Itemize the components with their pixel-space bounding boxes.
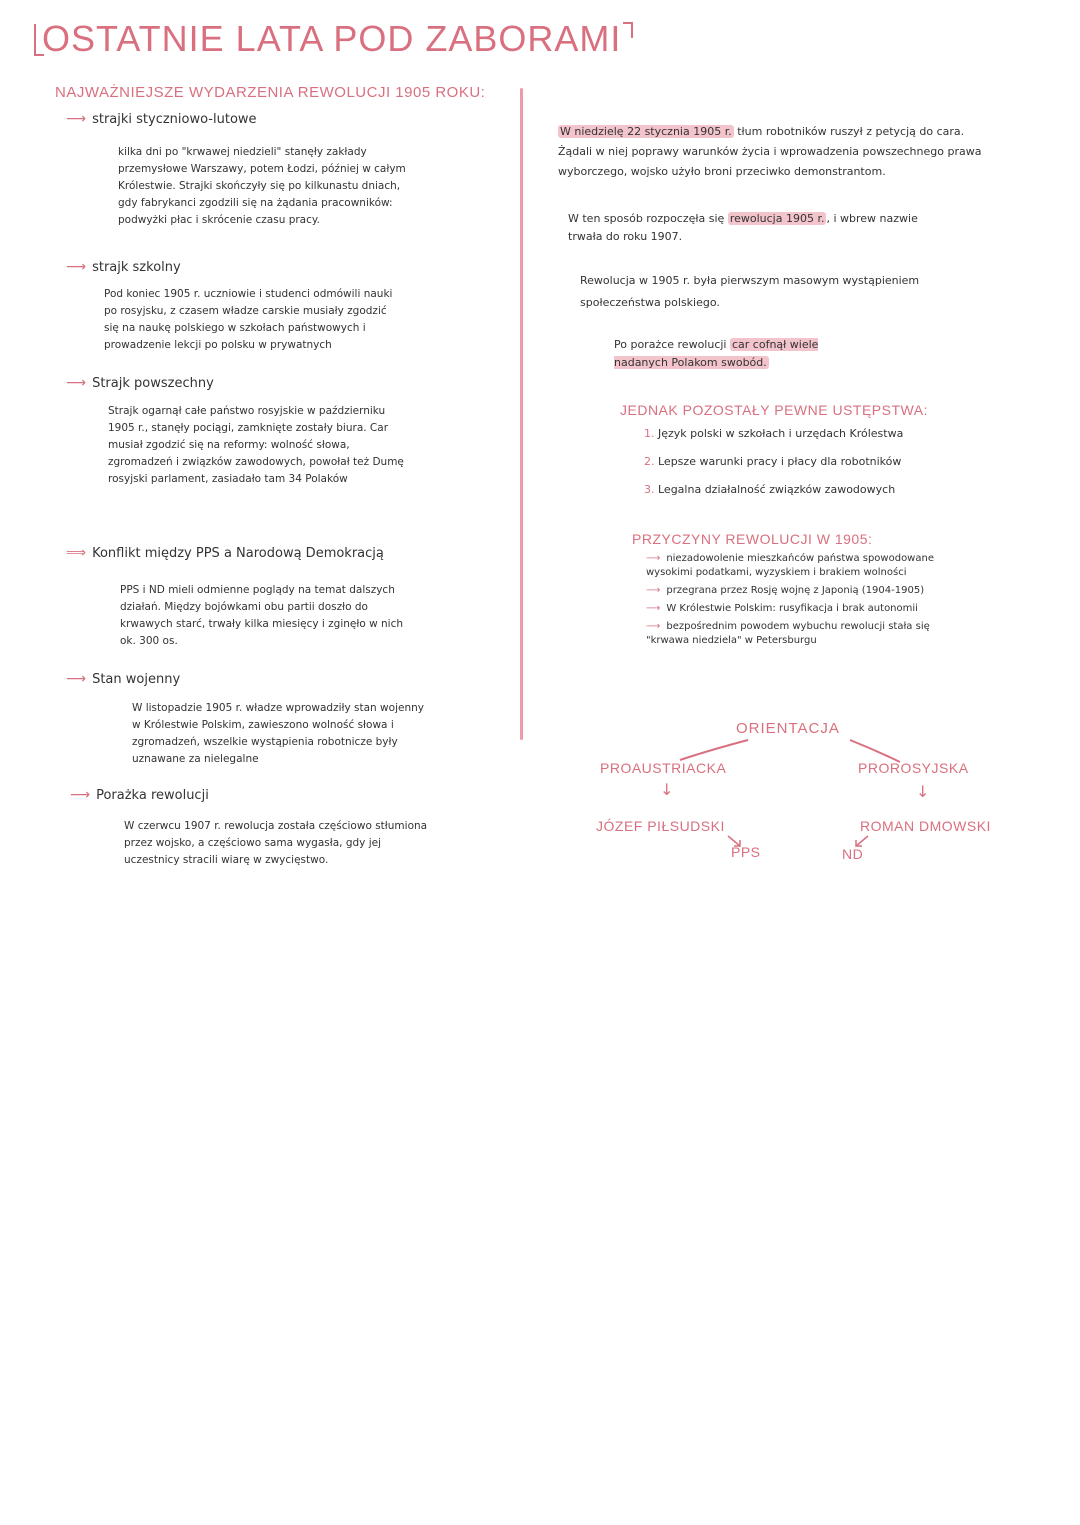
section-text-pps-nd-conflict: PPS i ND mieli odmienne poglądy na temat dalszych działań. Między bojówkami obu partii doszło do krwawych starć, trwały kilka miesięcy i zginęło w nich ok. 300 os. <box>120 584 404 647</box>
tsar-withdrew-before: Po porażce rewolucji <box>614 338 730 351</box>
arrow-down-icon: ↓ <box>660 780 674 799</box>
arrow-icon: ⟶ <box>646 585 661 596</box>
concession-text: Legalna działalność związków zawodowych <box>658 483 896 496</box>
section-label-general-strike <box>66 375 214 391</box>
causes-list <box>646 552 976 648</box>
concession-text: Lepsze warunki pracy i płacy dla robotników <box>658 455 902 468</box>
section-label-text: Konflikt między PPS a Narodową Demokracją <box>92 546 384 561</box>
arrow-down-icon: ↓ <box>916 782 930 801</box>
orientation-heading: ORIENTACJA <box>736 720 840 737</box>
section-label-text: Porażka rewolucji <box>96 788 209 803</box>
section-text-martial-law: W listopadzie 1905 r. władze wprowadziły stan wojenny w Królestwie Polskim, zawieszono wolność słowa i zgromadzeń, wszelkie wystąpienia robotnicze były uznawane za nielegalne <box>132 702 424 765</box>
section-text-general-strike: Strajk ogarnął całe państwo rosyjskie w październiku 1905 r., stanęły pociągi, zamknięte zostały biura. Car musiał zgodzić się na reformy: wolność słowa, zgromadzeń i związków zawodowych, powołał też Dumę rosyjski parlament, zasiadało tam 34 Polaków <box>108 405 404 485</box>
branch-line-right <box>850 740 900 762</box>
cause-text: przegrana przez Rosję wojnę z Japonią (1904-1905) <box>666 585 925 596</box>
cause-item <box>646 620 976 648</box>
concession-item <box>644 453 964 471</box>
section-label-school-strike <box>66 259 181 275</box>
tsar-withdrew-paragraph <box>614 336 874 372</box>
cause-item <box>646 552 976 580</box>
mass-movement-paragraph: Rewolucja w 1905 r. była pierwszym masowym wystąpieniem społeczeństwa polskiego. <box>580 274 920 309</box>
nd-label: ND <box>842 846 864 862</box>
pilsudski-label: JÓZEF PIŁSUDSKI <box>596 818 725 834</box>
causes-heading: PRZYCZYNY REWOLUCJI W 1905: <box>632 531 873 547</box>
section-label-text: strajk szkolny <box>92 260 181 275</box>
title-text: OSTATNIE LATA POD ZABORAMI <box>42 18 622 59</box>
arrow-icon: ⟶ <box>646 603 661 614</box>
arrow-icon: ⟶ <box>70 787 91 803</box>
bloody-sunday-rest: tłum robotników ruszył z petycją do cara. Żądali w niej poprawy warunków życia i wprowadzenia powszechnego prawa wyborczego, wojsko użyło broni przeciwko demonstrantom. <box>558 125 982 178</box>
bloody-sunday-highlight: W niedzielę 22 stycznia 1905 r. <box>560 125 732 138</box>
pro-austrian-label: PROAUSTRIACKA <box>600 760 727 776</box>
concession-number: 2. <box>644 455 655 468</box>
revolution-start-paragraph <box>568 210 948 246</box>
cause-item <box>646 584 976 598</box>
concession-number: 1. <box>644 427 655 440</box>
concession-item <box>644 425 964 443</box>
arrow-icon: ⟶ <box>66 259 87 275</box>
section-label-strikes-jan-feb <box>66 111 257 127</box>
concession-text: Język polski w szkołach i urzędach Królestwa <box>658 427 904 440</box>
arrow-icon: ⟶ <box>646 553 661 564</box>
section-text-strikes-jan-feb: kilka dni po "krwawej niedzieli" stanęły zakłady przemysłowe Warszawy, potem Łodzi, później w całym Królestwie. Strajki skończyły się po kilkunastu dniach, gdy fabrykanci zgodzili się na żądania pracowników: podwyżki płac i skrócenie czasu pracy. <box>118 146 406 226</box>
revolution-start-after: , i wbrew nazwie trwała do roku 1907. <box>568 212 918 243</box>
cause-text: W Królestwie Polskim: rusyfikacja i brak autonomii <box>666 603 918 614</box>
section-text-school-strike: Pod koniec 1905 r. uczniowie i studenci odmówili nauki po rosyjsku, z czasem władze carskie musiały zgodzić się na naukę polskiego w szkołach państwowych i prowadzenie lekcji po polsku w prywatnych <box>104 288 393 351</box>
page-title <box>42 18 621 60</box>
section-label-text: strajki styczniowo-lutowe <box>92 112 257 127</box>
concessions-heading: JEDNAK POZOSTAŁY PEWNE USTĘPSTWA: <box>620 402 928 418</box>
tsar-withdrew-highlight: car cofnął wiele nadanych Polakom swobód. <box>614 338 819 369</box>
concession-item <box>644 481 964 499</box>
column-divider <box>520 88 523 740</box>
cause-item <box>646 602 976 616</box>
pro-russian-label: PROROSYJSKA <box>858 760 969 776</box>
revolution-start-before: W ten sposób rozpoczęła się <box>568 212 728 225</box>
title-bracket-left <box>34 24 44 56</box>
arrow-icon: ⟹ <box>66 545 87 561</box>
arrow-icon: ⟶ <box>646 621 661 632</box>
concessions-list <box>644 425 964 499</box>
section-text-revolution-defeat: W czerwcu 1907 r. rewolucja została częściowo stłumiona przez wojsko, a częściowo sama wygasła, gdy jej uczestnicy stracili wiarę w zwycięstwo. <box>124 820 428 866</box>
events-heading: NAJWAŻNIEJSZE WYDARZENIA REWOLUCJI 1905 ROKU: <box>55 84 486 101</box>
section-label-text: Stan wojenny <box>92 672 181 687</box>
concession-number: 3. <box>644 483 655 496</box>
title-bracket-right <box>623 22 633 38</box>
arrow-icon: ⟶ <box>66 111 87 127</box>
revolution-start-highlight: rewolucja 1905 r. <box>729 212 825 225</box>
section-label-revolution-defeat <box>70 787 209 803</box>
section-label-text: Strajk powszechny <box>92 376 214 391</box>
arrow-icon: ⟶ <box>66 375 87 391</box>
branch-line-left <box>680 740 748 760</box>
dmowski-label: ROMAN DMOWSKI <box>860 818 991 834</box>
pps-label: PPS <box>731 844 761 860</box>
arrow-icon: ⟶ <box>66 671 87 687</box>
cause-text: bezpośrednim powodem wybuchu rewolucji stała się "krwawa niedziela" w Petersburgu <box>646 621 930 646</box>
cause-text: niezadowolenie mieszkańców państwa spowodowane wysokimi podatkami, wyzyskiem i brakiem wolności <box>646 553 934 578</box>
section-label-pps-nd-conflict <box>66 545 384 561</box>
section-label-martial-law <box>66 671 180 687</box>
bloody-sunday-paragraph <box>558 122 998 182</box>
